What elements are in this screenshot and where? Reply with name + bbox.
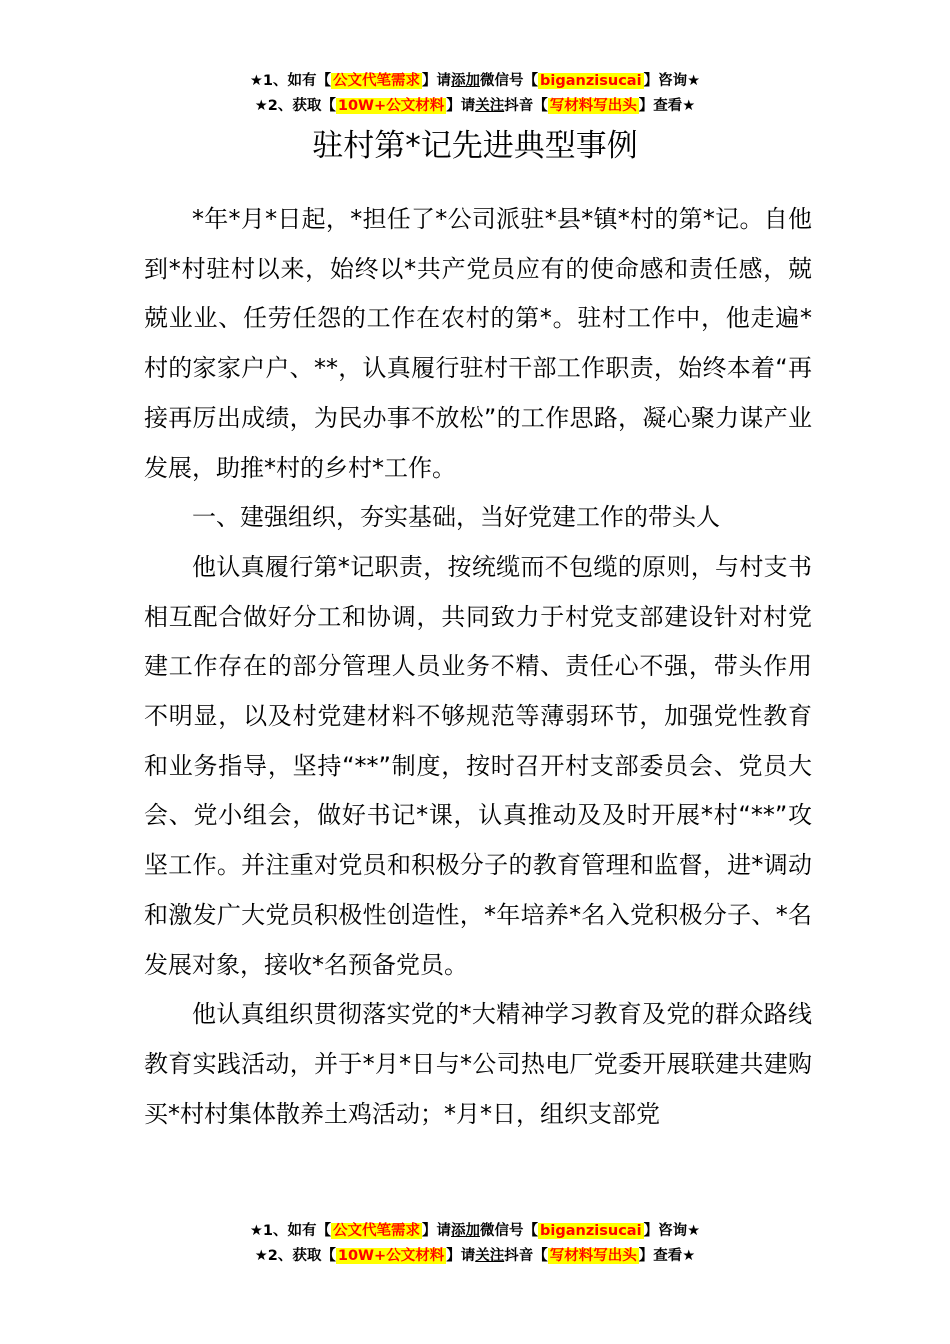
banner-highlight: 写材料写出头 [549,1248,637,1264]
banner-highlight: 10W+公文材料 [337,98,445,114]
banner-highlight: biganzisucai [540,1223,642,1239]
banner-underline: 关注 [475,98,505,114]
paragraph: 他认真履行第*记职责，按统缆而不包缆的原则，与村支书相互配合做好分工和协调，共同致力于村党支部建设针对村党建工作存在的部分管理人员业务不精、责任心不强，带头作用不明显，以及村党建材料不够规范等薄弱环节，加强党性教育和业务指导，坚持“**”制度，按时召开村支部委员会、党员大会、党小组会，做好书记*课，认真推动及及时开展*村“**”攻坚工作。并注重对党员和积极分子的教育管理和监督，进*调动和激发广大党员积极性创造性，*年培养*名入党积极分子、*名发展对象，接收*名预备党员。 [144,552,812,979]
banner-line-2: ★2、获取【 10W+公文材料 】请关注抖音【 写材料写出头 】查看★ [254,1248,696,1264]
header-banner [0,69,950,119]
banner-underline: 添加 [451,1223,481,1239]
banner-highlight: biganzisucai [540,73,642,89]
banner-line-1: ★1、如有【 公文代笔需求 】请添加微信号【 biganzisucai 】咨询★ [249,1223,701,1239]
banner-highlight: 写材料写出头 [549,98,637,114]
banner-line-1: ★1、如有【 公文代笔需求 】请添加微信号【 biganzisucai 】咨询★ [249,73,701,89]
paragraph: *年*月*日起，*担任了*公司派驻*县*镇*村的第*记。自他到*村驻村以来，始终以*共产党员应有的使命感和责任感，兢兢业业、任劳任怨的工作在农村的第*。驻村工作中，他走遍*村的家家户户、**，认真履行驻村干部工作职责，始终本着“再接再厉出成绩，为民办事不放松”的工作思路，凝心聚力谋产业发展，助推*村的乡村*工作。 [144,205,812,482]
banner-underline: 添加 [451,73,481,89]
footer-banner [0,1219,950,1269]
document-body [144,195,812,1139]
banner-line-2: ★2、获取【 10W+公文材料 】请关注抖音【 写材料写出头 】查看★ [254,98,696,114]
banner-highlight: 10W+公文材料 [337,1248,445,1264]
banner-underline: 关注 [475,1248,505,1264]
paragraph: 他认真组织贯彻落实党的*大精神学习教育及党的群众路线教育实践活动，并于*月*日与*公司热电厂党委开展联建共建购买*村村集体散养土鸡活动；*月*日，组织支部党 [144,1000,812,1128]
banner-highlight: 公文代笔需求 [333,1223,421,1239]
section-heading: 一、建强组织，夯实基础，当好党建工作的带头人 [192,503,720,532]
document-title: 驻村第*记先进典型事例 [312,128,638,164]
banner-highlight: 公文代笔需求 [333,73,421,89]
